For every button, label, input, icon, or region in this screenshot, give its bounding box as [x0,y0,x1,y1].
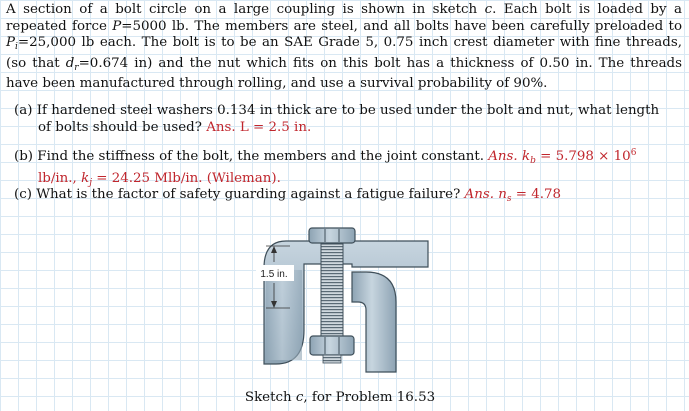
lower-member [352,272,396,372]
part-b-question: Find the stiffness of the bolt, the members and the joint constant. [37,149,484,164]
force-symbol: P [112,18,122,34]
part-b-label: (b) [14,149,34,164]
bolt-tail [323,355,341,363]
sketch-caption [240,390,440,405]
bolt-shank [321,244,343,336]
intro-text-5: =0.674 in) and the nut which fits on this bolt has a thickness of 0.50 in. The threads have been manufactured through rolling, and use a survival probability of 90%. [6,55,682,92]
preload-symbol: P [6,35,16,51]
part-c-question: What is the factor of safety guarding against a fatigue failure? [36,187,461,202]
caption-prefix: Sketch [244,390,296,405]
root-diameter-subscript: r [74,62,79,73]
intro-text-1: A section of a bolt circle on a large coupling is shown in sketch [6,2,485,17]
intro-text-3: =5000 lb. The members are steel, and all bolts have been carefully preloaded to [121,18,682,34]
part-a-question: If hardened steel washers 0.134 in thick are to be used under the bolt and nut, what length of bolts should be used? [36,103,660,135]
caption-suffix: , for Problem 16.53 [303,390,436,405]
sketch-ref: c [484,2,493,17]
part-c-answer: Ans. $n_s = 4.78$ [464,187,562,204]
root-diameter-symbol: d [65,55,75,71]
preload-subscript: i [15,42,18,53]
intro-text-4: =25,000 lb each. The bolt is to be an SAE Grade 5, 0.75 inch crest diameter with fine threads, (so that [6,35,682,71]
bolt-nut [310,336,354,355]
caption-ref: c [295,390,304,405]
dimension-label: 1.5 in. [260,269,288,280]
upper-member-shade [266,270,302,360]
part-a-label: (a) [14,103,33,118]
part-a-answer: Ans. L = 2.5 in. [206,120,312,135]
part-c-label: (c) [14,187,32,202]
part-b-answer: Ans. $k_b = 5.798 \times 10^6$ lb/in., $k_j = 24.25$ Mlb/in. (Wileman). [38,148,637,188]
intro-text-2: . Each bolt is loaded by a repeated force [6,2,682,34]
bolt-head [309,228,355,243]
